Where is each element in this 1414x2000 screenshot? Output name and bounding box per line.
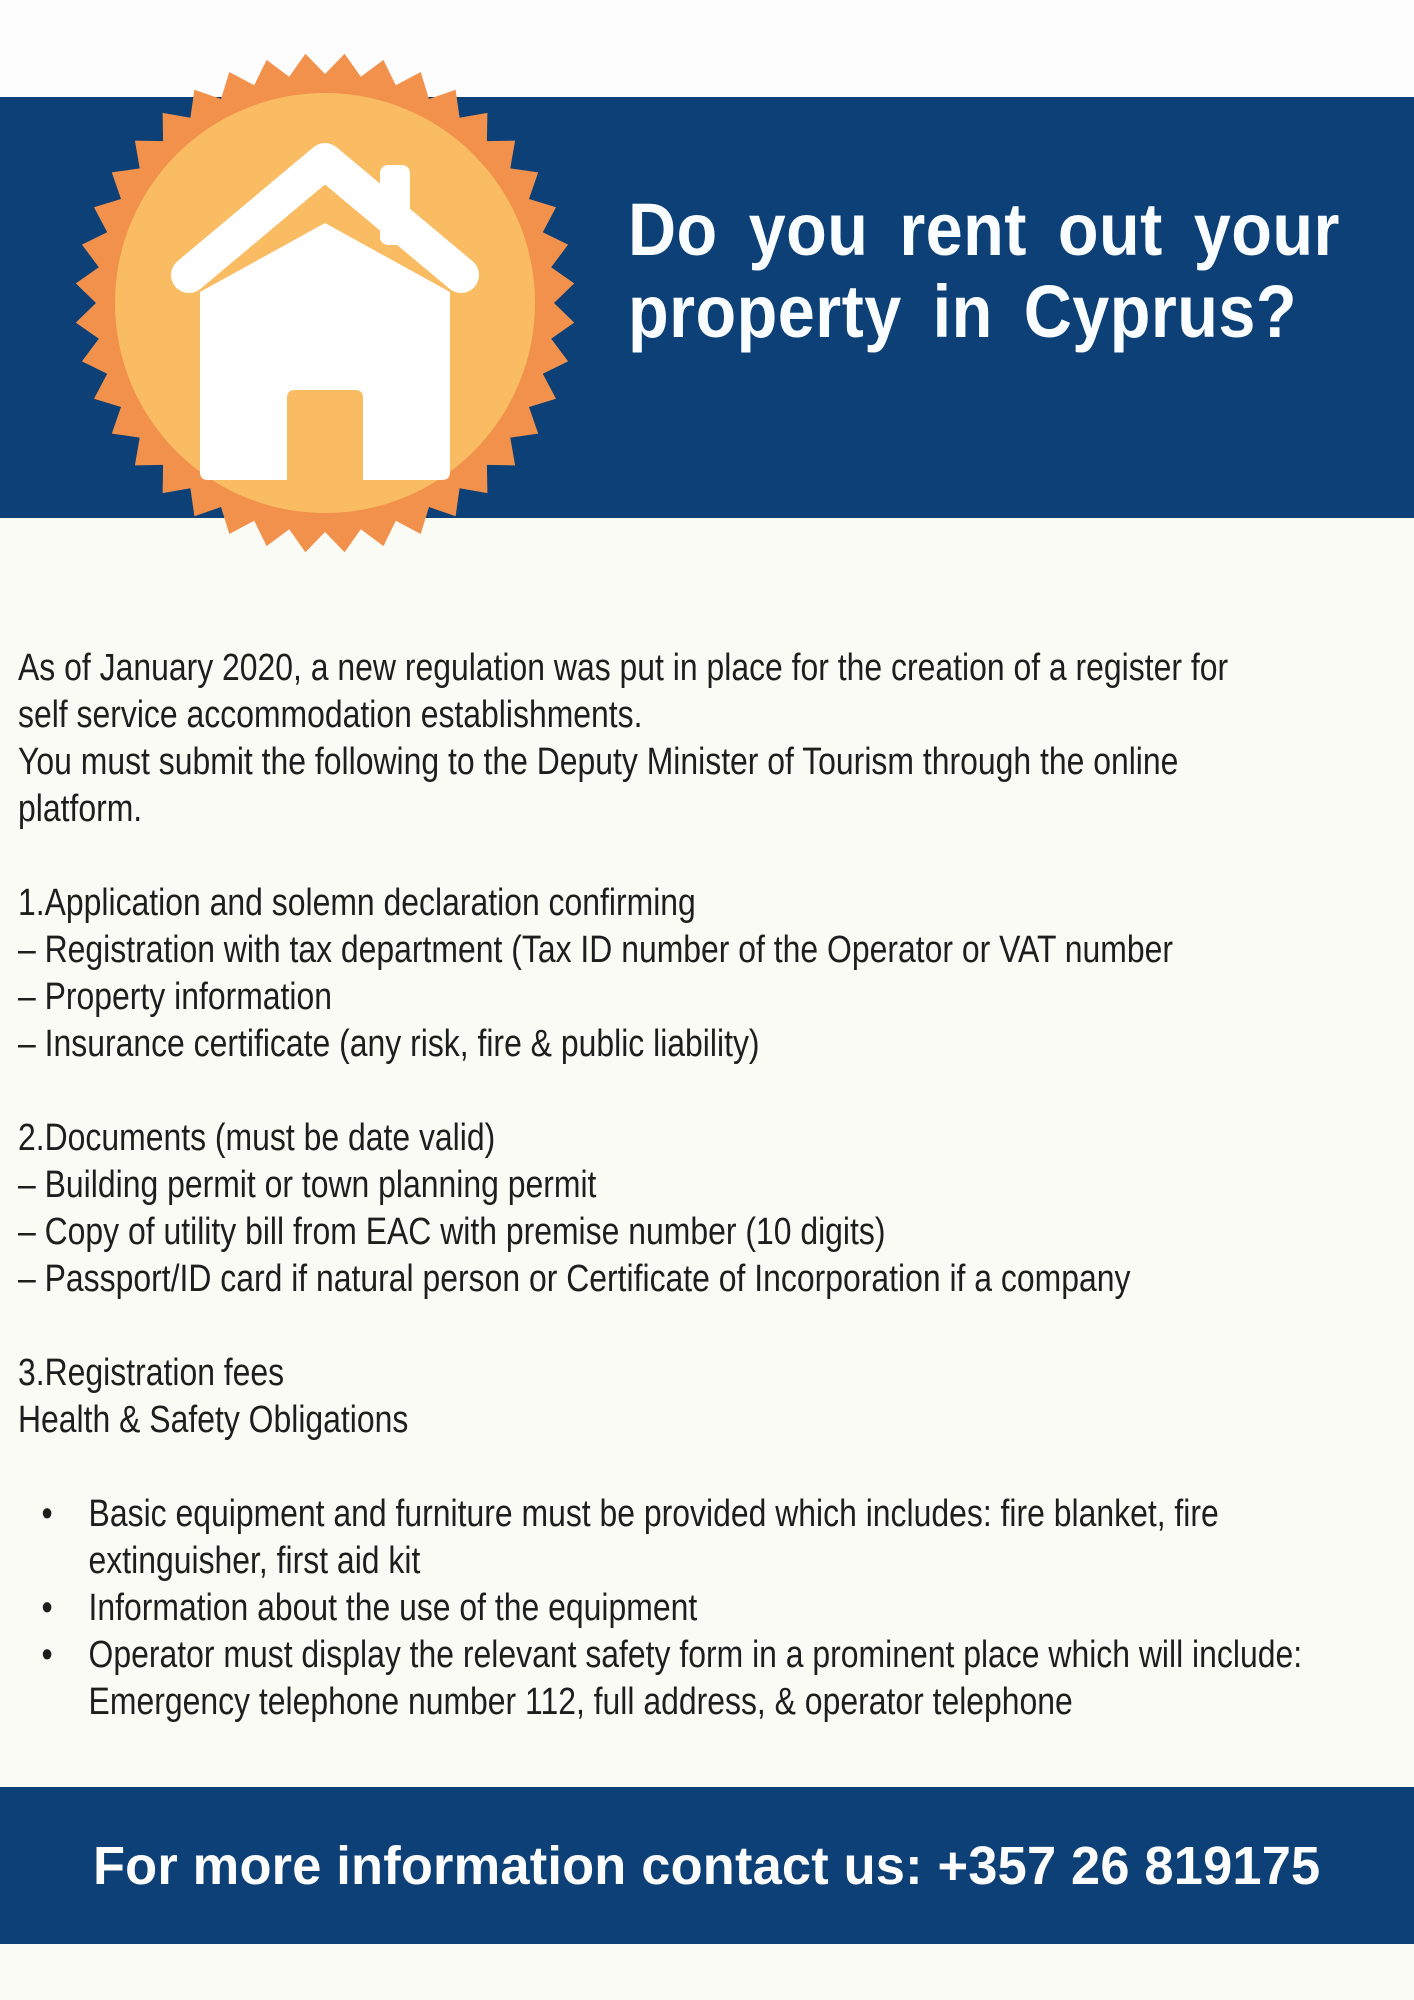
section-3-heading: 3.Registration fees bbox=[18, 1352, 285, 1394]
section-1-item: – Insurance certificate (any risk, fire & public liability) bbox=[18, 1023, 760, 1065]
intro-paragraph bbox=[18, 645, 1394, 833]
page-title bbox=[628, 189, 1340, 353]
bullet-dot: • bbox=[41, 1493, 53, 1535]
bullet-dot: • bbox=[41, 1634, 53, 1676]
list-item bbox=[18, 1632, 1394, 1726]
footer-banner bbox=[0, 1787, 1414, 1944]
section-documents bbox=[18, 1115, 1394, 1303]
section-1-item: – Registration with tax department (Tax ID number of the Operator or VAT number bbox=[18, 929, 1173, 971]
section-2-item: – Passport/ID card if natural person or Certificate of Incorporation if a company bbox=[18, 1258, 1131, 1300]
section-2-heading: 2.Documents (must be date valid) bbox=[18, 1117, 496, 1159]
badge-seal bbox=[75, 53, 575, 553]
intro-line-1: As of January 2020, a new regulation was put in place for the creation of a register for bbox=[18, 647, 1229, 689]
section-1-heading: 1.Application and solemn declaration confirming bbox=[18, 882, 696, 924]
bullet-text: Information about the use of the equipment bbox=[88, 1587, 698, 1629]
list-item bbox=[18, 1491, 1394, 1585]
section-3-subheading: Health & Safety Obligations bbox=[18, 1399, 409, 1441]
bullet-text: Basic equipment and furniture must be provided which includes: fire blanket, fire extinguisher, first aid kit bbox=[88, 1493, 1219, 1582]
body-content bbox=[0, 518, 1414, 1726]
bullet-dot: • bbox=[41, 1587, 53, 1629]
intro-line-4: platform. bbox=[18, 788, 143, 830]
list-item bbox=[18, 1585, 1394, 1632]
page-title-line2: property in Cyprus? bbox=[628, 270, 1298, 353]
page-title-line1: Do you rent out your bbox=[628, 188, 1340, 271]
section-application bbox=[18, 880, 1394, 1068]
section-1-item: – Property information bbox=[18, 976, 333, 1018]
footer-contact-text: For more information contact us: +357 26 819175 bbox=[93, 1835, 1321, 1896]
section-fees bbox=[18, 1350, 1394, 1444]
section-2-item: – Copy of utility bill from EAC with premise number (10 digits) bbox=[18, 1211, 886, 1253]
intro-line-2: self service accommodation establishments. bbox=[18, 694, 643, 736]
house-badge bbox=[75, 53, 575, 553]
safety-bullet-list bbox=[18, 1491, 1394, 1726]
section-2-item: – Building permit or town planning permit bbox=[18, 1164, 597, 1206]
intro-line-3: You must submit the following to the Deputy Minister of Tourism through the online bbox=[18, 741, 1179, 783]
bullet-text: Operator must display the relevant safety form in a prominent place which will include: Emergency telephone number 112, full address, & operator telephone bbox=[88, 1634, 1303, 1723]
